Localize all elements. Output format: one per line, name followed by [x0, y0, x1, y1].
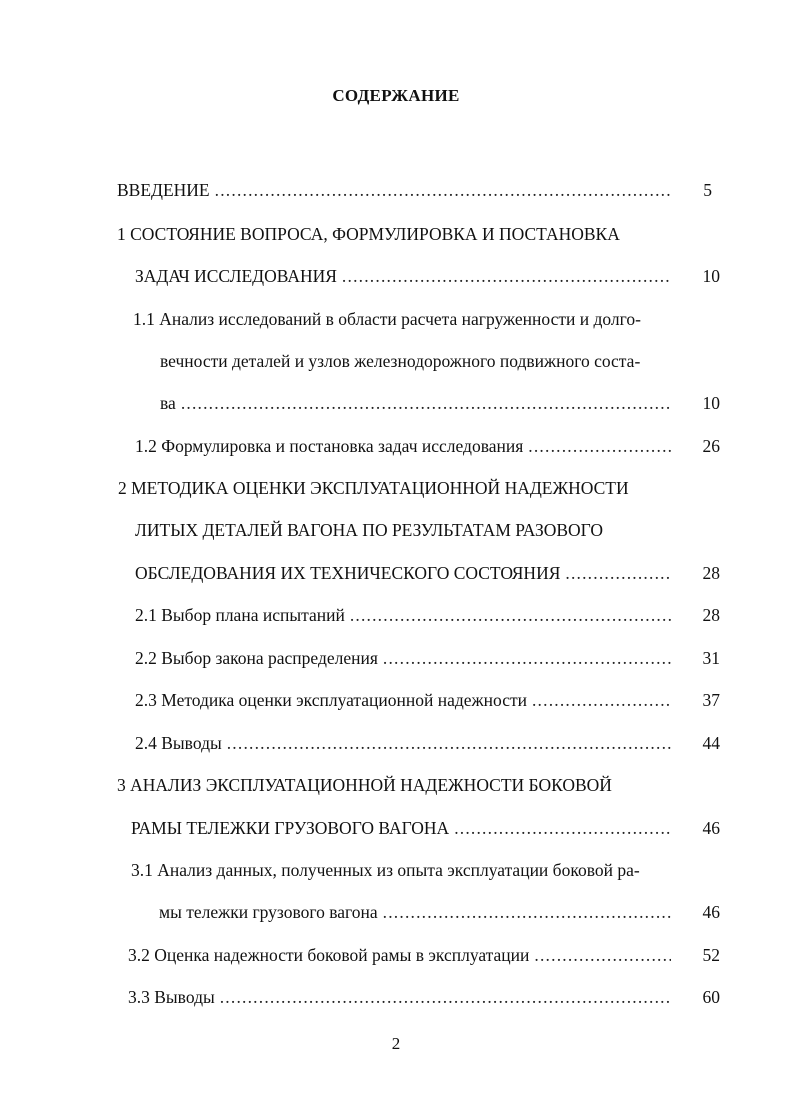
toc-entry-title: 3.3 Выводы: [128, 987, 215, 1007]
dot-leader: [181, 391, 671, 415]
toc-page-number: 31: [702, 648, 720, 668]
toc-entry-3-3[interactable]: [128, 985, 675, 1009]
toc-entry-2-2[interactable]: [135, 646, 675, 670]
toc-entry-title: мы тележки грузового вагона: [159, 902, 378, 922]
toc-entry-title: 2.1 Выбор плана испытаний: [135, 605, 345, 625]
toc-entry-3-2[interactable]: [128, 943, 675, 967]
toc-entry-chapter-3-line-1[interactable]: 3 АНАЛИЗ ЭКСПЛУАТАЦИОННОЙ НАДЕЖНОСТИ БОКОВОЙ: [117, 775, 612, 795]
toc-entry-2-3[interactable]: [135, 688, 675, 712]
dot-leader: [565, 561, 671, 585]
toc-entry-title: ОБСЛЕДОВАНИЯ ИХ ТЕХНИЧЕСКОГО СОСТОЯНИЯ: [135, 563, 561, 583]
toc-entry-2-4[interactable]: [135, 731, 675, 755]
toc-entry-1-2[interactable]: [135, 434, 675, 458]
toc-entry-title: ВВЕДЕНИЕ: [117, 180, 210, 200]
toc-entry-title: РАМЫ ТЕЛЕЖКИ ГРУЗОВОГО ВАГОНА: [131, 818, 450, 838]
page-footer-number: 2: [391, 1034, 401, 1053]
toc-entry-title: 2.4 Выводы: [135, 733, 222, 753]
toc-page-number: 10: [702, 266, 720, 286]
toc-page-number: 44: [702, 733, 720, 753]
toc-page-number: 10: [702, 393, 720, 413]
toc-page-number: 28: [702, 563, 720, 583]
toc-entry-1-1[interactable]: [160, 391, 675, 415]
dot-leader: [227, 731, 671, 755]
toc-entry-title: 3.2 Оценка надежности боковой рамы в эксплуатации: [128, 945, 530, 965]
toc-page-number: 28: [702, 605, 720, 625]
toc-entry-chapter-2-line-2[interactable]: ЛИТЫХ ДЕТАЛЕЙ ВАГОНА ПО РЕЗУЛЬТАТАМ РАЗОВОГО: [135, 520, 603, 540]
toc-entry-2-1[interactable]: [135, 603, 675, 627]
toc-entry-1-1-line-1[interactable]: 1.1 Анализ исследований в области расчета нагруженности и долго-: [133, 309, 641, 329]
dot-leader: [528, 434, 671, 458]
dot-leader: [215, 178, 671, 202]
dot-leader: [534, 943, 671, 967]
dot-leader: [532, 688, 671, 712]
toc-page-number: 46: [702, 902, 720, 922]
toc-entry-chapter-3[interactable]: [131, 816, 675, 840]
dot-leader: [220, 985, 671, 1009]
toc-entry-chapter-2[interactable]: [135, 561, 675, 585]
dot-leader: [383, 900, 671, 924]
toc-page-number: 5: [703, 180, 712, 200]
toc-entry-1-1-line-2[interactable]: вечности деталей и узлов железнодорожного подвижного соста-: [160, 351, 641, 371]
dot-leader: [342, 264, 671, 288]
dot-leader: [454, 816, 671, 840]
toc-page-number: 52: [702, 945, 720, 965]
toc-entry-title: ва: [160, 393, 176, 413]
toc-entry-3-1-line-1[interactable]: 3.1 Анализ данных, полученных из опыта эксплуатации боковой ра-: [131, 860, 640, 880]
dot-leader: [350, 603, 671, 627]
toc-entry-chapter-1[interactable]: [135, 264, 675, 288]
toc-entry-3-1[interactable]: [159, 900, 675, 924]
toc-entry-introduction[interactable]: [117, 178, 675, 202]
page-title: СОДЕРЖАНИЕ: [332, 86, 460, 105]
toc-page-number: 37: [702, 690, 720, 710]
toc-entry-title: ЗАДАЧ ИССЛЕДОВАНИЯ: [135, 266, 337, 286]
toc-page-number: 60: [702, 987, 720, 1007]
toc-entry-chapter-2-line-1[interactable]: 2 МЕТОДИКА ОЦЕНКИ ЭКСПЛУАТАЦИОННОЙ НАДЕЖНОСТИ: [118, 478, 629, 498]
toc-entry-title: 1.2 Формулировка и постановка задач исследования: [135, 436, 524, 456]
toc-entry-title: 2.3 Методика оценки эксплуатационной надежности: [135, 690, 527, 710]
toc-page-number: 26: [702, 436, 720, 456]
toc-entry-chapter-1-line-1[interactable]: 1 СОСТОЯНИЕ ВОПРОСА, ФОРМУЛИРОВКА И ПОСТАНОВКА: [117, 224, 620, 244]
toc-entry-title: 2.2 Выбор закона распределения: [135, 648, 378, 668]
toc-page-number: 46: [702, 818, 720, 838]
dot-leader: [383, 646, 671, 670]
